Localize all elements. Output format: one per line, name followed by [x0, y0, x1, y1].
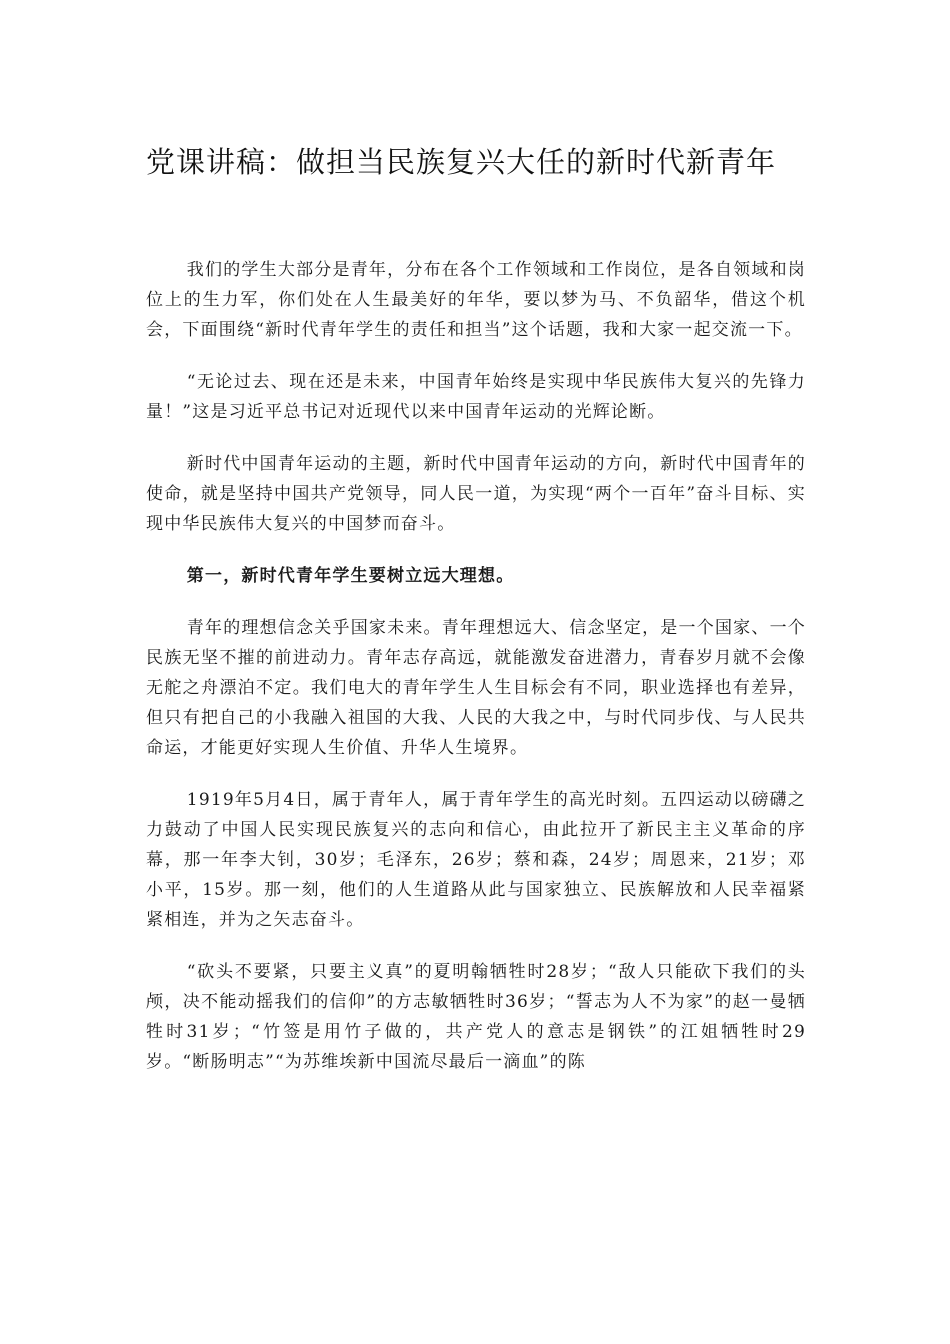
section-heading-1: 第一，新时代青年学生要树立远大理想。	[186, 566, 515, 586]
document-title: 党课讲稿：做担当民族复兴大任的新时代新青年	[146, 145, 777, 179]
document-body	[146, 255, 806, 1099]
paragraph-2: “无论过去、现在还是未来，中国青年始终是实现中华民族伟大复兴的先锋力量！”这是习近平总书记对近现代以来中国青年运动的光辉论断。	[146, 372, 806, 422]
paragraph-3: 新时代中国青年运动的主题，新时代中国青年运动的方向，新时代中国青年的使命，就是坚持中国共产党领导，同人民一道，为实现“两个一百年”奋斗目标、实现中华民族伟大复兴的中国梦而奋斗。	[146, 454, 806, 534]
paragraph-1: 我们的学生大部分是青年，分布在各个工作领域和工作岗位，是各自领域和岗位上的生力军，你们处在人生最美好的年华，要以梦为马、不负韶华，借这个机会，下面围绕“新时代青年学生的责任和担当”这个话题，我和大家一起交流一下。	[146, 260, 806, 340]
paragraph-5: 1919年5月4日，属于青年人，属于青年学生的高光时刻。五四运动以磅礴之力鼓动了中国人民实现民族复兴的志向和信心，由此拉开了新民主主义革命的序幕，那一年李大钊，30岁；毛泽东，26岁；蔡和森，24岁；周恩来，21岁；邓小平，15岁。那一刻，他们的人生道路从此与国家独立、民族解放和人民幸福紧紧相连，并为之矢志奋斗。	[146, 790, 806, 930]
paragraph-4: 青年的理想信念关乎国家未来。青年理想远大、信念坚定，是一个国家、一个民族无坚不摧的前进动力。青年志存高远，就能激发奋进潜力，青春岁月就不会像无舵之舟漂泊不定。我们电大的青年学生人生目标会有不同，职业选择也有差异，但只有把自己的小我融入祖国的大我、人民的大我之中，与时代同步伐、与人民共命运，才能更好实现人生价值、升华人生境界。	[146, 618, 806, 758]
paragraph-6: “砍头不要紧，只要主义真”的夏明翰牺牲时28岁；“敌人只能砍下我们的头颅，决不能动摇我们的信仰”的方志敏牺牲时36岁；“誓志为人不为家”的赵一曼牺牲时31岁；“竹签是用竹子做的，共产党人的意志是钢铁”的江姐牺牲时29岁。“断肠明志”“为苏维埃新中国流尽最后一滴血”的陈	[146, 962, 806, 1072]
